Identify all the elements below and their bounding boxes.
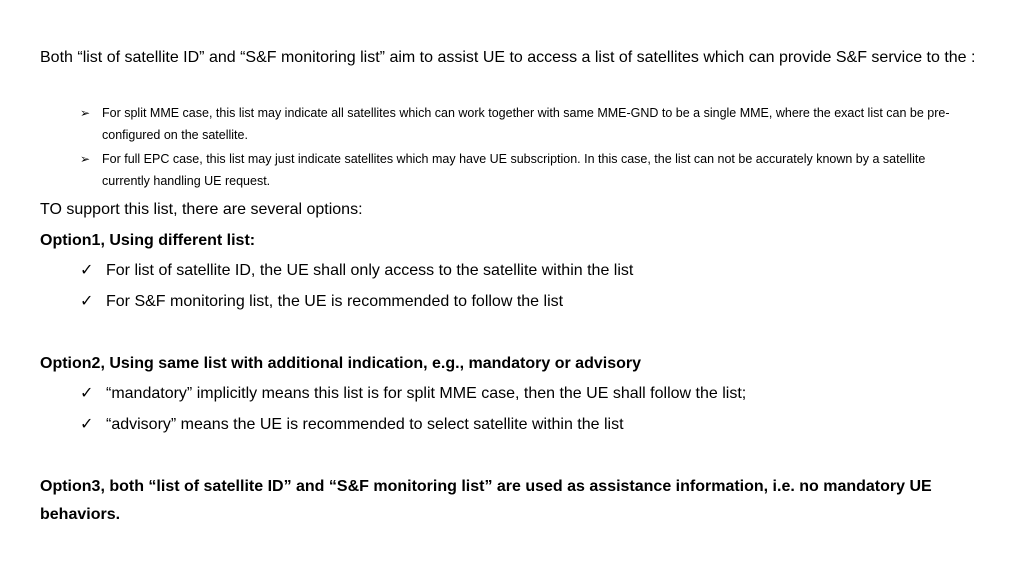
support-line: TO support this list, there are several options: [40,201,363,218]
arrow-item-full-epc [80,148,970,192]
option1-item-text: For S&F monitoring list, the UE is recommended to follow the list [106,293,564,310]
arrow-item-split-mme [80,102,970,146]
intro-paragraph: Both “list of satellite ID” and “S&F monitoring list” aim to assist UE to access a list of satellites which can provide S&F service to the : [40,49,976,66]
option2-item-text: “advisory” means the UE is recommended to select satellite within the list [106,416,624,433]
checkmark-icon: ✓ [80,385,94,402]
option2-heading: Option2, Using same list with additional indication, e.g., mandatory or advisory [40,355,641,372]
checkmark-icon: ✓ [80,293,94,310]
option1-item [80,288,980,316]
option1-heading: Option1, Using different list: [40,232,256,249]
checkmark-icon: ✓ [80,262,94,279]
option2-item [80,411,980,439]
option1-item-text: For list of satellite ID, the UE shall only access to the satellite within the list [106,262,634,279]
checkmark-icon: ✓ [80,416,94,433]
arrow-item-text: For split MME case, this list may indicate all satellites which can work together with same MME-GND to be a single MME, where the exact list can be pre-configured on the satellite. [102,106,950,142]
arrow-bullet-icon: ➢ [80,152,91,166]
option1-item [80,257,980,285]
option2-item-text: “mandatory” implicitly means this list is for split MME case, then the UE shall follow the list; [106,385,747,402]
option3-heading: Option3, both “list of satellite ID” and “S&F monitoring list” are used as assistance information, i.e. no mandatory UE behaviors. [40,478,932,523]
option2-item [80,380,980,408]
arrow-bullet-icon: ➢ [80,106,91,120]
arrow-item-text: For full EPC case, this list may just indicate satellites which may have UE subscription. In this case, the list can not be accurately known by a satellite currently handling UE request. [102,152,926,188]
